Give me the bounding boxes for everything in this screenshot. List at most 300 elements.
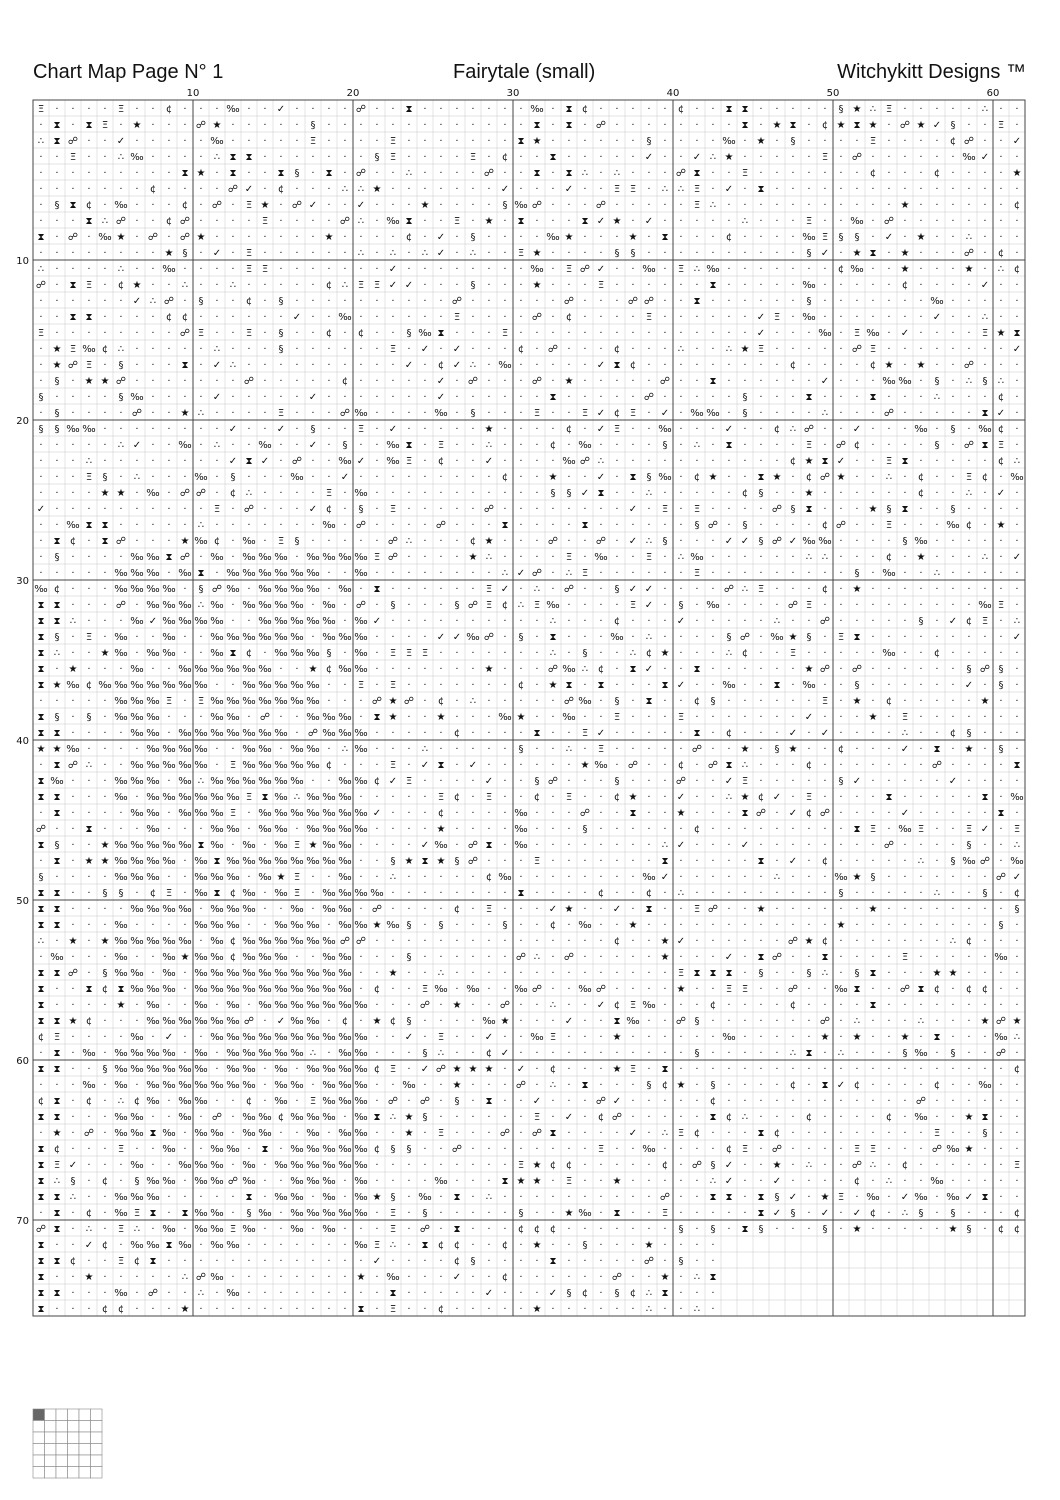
chart-cell: ‰ bbox=[210, 984, 224, 995]
chart-cell: ¢ bbox=[997, 248, 1005, 259]
chart-cell: ☍ bbox=[835, 440, 847, 451]
chart-cell: § bbox=[406, 328, 412, 339]
chart-cell: · bbox=[663, 1112, 667, 1123]
chart-cell: · bbox=[663, 600, 667, 611]
chart-cell: ‰ bbox=[306, 760, 320, 771]
chart-cell: ‰ bbox=[658, 472, 672, 483]
chart-cell: · bbox=[967, 344, 971, 355]
chart-cell: · bbox=[935, 616, 939, 627]
chart-cell: · bbox=[471, 200, 475, 211]
chart-cell: ‰ bbox=[194, 792, 208, 803]
chart-cell: ✓ bbox=[724, 536, 734, 547]
chart-cell: ⧗ bbox=[709, 1112, 717, 1123]
chart-cell: ☍ bbox=[627, 296, 639, 307]
chart-cell: · bbox=[487, 136, 491, 147]
chart-cell: · bbox=[87, 872, 91, 883]
chart-cell: · bbox=[855, 952, 859, 963]
chart-cell: · bbox=[263, 472, 267, 483]
chart-cell: · bbox=[695, 312, 699, 323]
chart-cell: · bbox=[679, 1000, 683, 1011]
chart-cell: ⧗ bbox=[613, 1016, 621, 1027]
chart-cell: · bbox=[743, 184, 747, 195]
chart-cell: · bbox=[503, 312, 507, 323]
chart-cell: · bbox=[727, 696, 731, 707]
chart-cell: ☍ bbox=[627, 760, 639, 771]
chart-cell: · bbox=[87, 104, 91, 115]
chart-cell: · bbox=[583, 200, 587, 211]
chart-cell: ∴ bbox=[37, 136, 45, 147]
chart-cell: ⧗ bbox=[53, 1112, 61, 1123]
chart-cell: ☍ bbox=[851, 344, 863, 355]
chart-cell: · bbox=[903, 296, 907, 307]
chart-cell: § bbox=[806, 248, 812, 259]
chart-cell: ‰ bbox=[210, 696, 224, 707]
chart-cell: ‰ bbox=[514, 840, 528, 851]
chart-cell: · bbox=[471, 216, 475, 227]
chart-cell: · bbox=[343, 680, 347, 691]
chart-cell: · bbox=[455, 424, 459, 435]
chart-cell: · bbox=[55, 184, 59, 195]
chart-cell: · bbox=[647, 856, 651, 867]
chart-cell: · bbox=[391, 824, 395, 835]
chart-cell: ‰ bbox=[226, 968, 240, 979]
chart-cell: · bbox=[615, 808, 619, 819]
chart-cell: · bbox=[999, 856, 1003, 867]
chart-cell: ∴ bbox=[341, 184, 349, 195]
chart-cell: · bbox=[999, 648, 1003, 659]
chart-cell: ⧗ bbox=[565, 168, 573, 179]
chart-cell: ★ bbox=[180, 1304, 190, 1315]
chart-cell: · bbox=[903, 1144, 907, 1155]
chart-cell: ¢ bbox=[805, 760, 813, 771]
chart-cell: · bbox=[471, 1304, 475, 1315]
chart-cell: · bbox=[951, 392, 955, 403]
chart-cell: · bbox=[711, 168, 715, 179]
chart-cell: · bbox=[887, 312, 891, 323]
chart-cell: ∴ bbox=[597, 456, 605, 467]
chart-cell: · bbox=[903, 648, 907, 659]
chart-cell: · bbox=[343, 488, 347, 499]
chart-cell: · bbox=[167, 1160, 171, 1171]
chart-cell: Ξ bbox=[661, 504, 669, 515]
chart-cell: · bbox=[183, 1032, 187, 1043]
chart-cell: Ξ bbox=[229, 760, 237, 771]
chart-cell: · bbox=[951, 1080, 955, 1091]
chart-cell: · bbox=[951, 984, 955, 995]
chart-cell: ‰ bbox=[706, 264, 720, 275]
chart-cell: · bbox=[711, 680, 715, 691]
page-map-cell bbox=[91, 1432, 103, 1444]
chart-cell: ‰ bbox=[818, 536, 832, 547]
chart-cell: · bbox=[263, 1192, 267, 1203]
chart-cell: · bbox=[583, 280, 587, 291]
chart-cell: ★ bbox=[564, 376, 574, 387]
chart-cell: ¢ bbox=[517, 344, 525, 355]
chart-cell: · bbox=[103, 952, 107, 963]
chart-cell: · bbox=[983, 216, 987, 227]
chart-cell: ⧗ bbox=[53, 1192, 61, 1203]
chart-cell: · bbox=[487, 264, 491, 275]
chart-cell: § bbox=[854, 680, 860, 691]
chart-cell: · bbox=[87, 952, 91, 963]
chart-cell: § bbox=[646, 136, 652, 147]
chart-cell: · bbox=[519, 1240, 523, 1251]
chart-cell: § bbox=[998, 680, 1004, 691]
chart-cell: ⧗ bbox=[757, 1208, 765, 1219]
chart-cell: · bbox=[775, 104, 779, 115]
chart-cell: Ξ bbox=[1013, 824, 1021, 835]
chart-cell: · bbox=[903, 1176, 907, 1187]
chart-cell: · bbox=[807, 328, 811, 339]
chart-cell: ‰ bbox=[194, 1160, 208, 1171]
chart-cell: ‰ bbox=[210, 936, 224, 947]
chart-cell: Ξ bbox=[421, 648, 429, 659]
chart-cell: · bbox=[327, 392, 331, 403]
chart-cell: · bbox=[439, 952, 443, 963]
chart-cell: · bbox=[951, 200, 955, 211]
chart-cell: ‰ bbox=[338, 888, 352, 899]
chart-cell: · bbox=[439, 600, 443, 611]
chart-cell: · bbox=[151, 312, 155, 323]
chart-cell: § bbox=[758, 536, 764, 547]
chart-cell: · bbox=[967, 200, 971, 211]
chart-cell: · bbox=[631, 824, 635, 835]
chart-cell: · bbox=[663, 696, 667, 707]
chart-cell: ‰ bbox=[370, 888, 384, 899]
chart-cell: · bbox=[183, 1288, 187, 1299]
chart-cell: ✓ bbox=[436, 376, 446, 387]
chart-cell: · bbox=[919, 712, 923, 723]
chart-cell: · bbox=[183, 872, 187, 883]
chart-cell: · bbox=[599, 616, 603, 627]
chart-cell: · bbox=[727, 120, 731, 131]
chart-cell: ¢ bbox=[725, 1112, 733, 1123]
chart-cell: ⧗ bbox=[853, 984, 861, 995]
chart-cell: · bbox=[759, 920, 763, 931]
chart-cell: · bbox=[599, 1160, 603, 1171]
chart-cell: · bbox=[135, 792, 139, 803]
chart-cell: · bbox=[1015, 312, 1019, 323]
chart-cell: · bbox=[951, 1064, 955, 1075]
chart-cell: ¢ bbox=[133, 1096, 141, 1107]
chart-cell: · bbox=[343, 248, 347, 259]
chart-cell: · bbox=[103, 248, 107, 259]
chart-cell: · bbox=[583, 792, 587, 803]
chart-cell: · bbox=[663, 616, 667, 627]
chart-cell: · bbox=[823, 904, 827, 915]
chart-cell: · bbox=[295, 1288, 299, 1299]
chart-cell: · bbox=[535, 712, 539, 723]
chart-cell: ‰ bbox=[82, 1080, 96, 1091]
chart-cell: · bbox=[407, 1064, 411, 1075]
chart-cell: · bbox=[631, 1144, 635, 1155]
chart-cell: ‰ bbox=[242, 776, 256, 787]
chart-cell: · bbox=[55, 312, 59, 323]
chart-cell: ‰ bbox=[290, 1144, 304, 1155]
chart-cell: · bbox=[935, 280, 939, 291]
chart-cell: ‰ bbox=[242, 936, 256, 947]
chart-cell: · bbox=[599, 1032, 603, 1043]
chart-cell: · bbox=[231, 248, 235, 259]
chart-cell: Ξ bbox=[245, 328, 253, 339]
chart-cell: ‰ bbox=[338, 776, 352, 787]
chart-cell: · bbox=[423, 616, 427, 627]
chart-cell: ∴ bbox=[469, 360, 477, 371]
chart-cell: · bbox=[663, 280, 667, 291]
chart-cell: ‰ bbox=[210, 1240, 224, 1251]
chart-cell: · bbox=[311, 1272, 315, 1283]
chart-cell: · bbox=[535, 456, 539, 467]
chart-cell: · bbox=[999, 696, 1003, 707]
chart-cell: · bbox=[919, 408, 923, 419]
chart-cell: · bbox=[855, 728, 859, 739]
chart-cell: · bbox=[711, 920, 715, 931]
chart-cell: ‰ bbox=[386, 440, 400, 451]
chart-cell: · bbox=[87, 728, 91, 739]
chart-cell: · bbox=[327, 920, 331, 931]
chart-cell: · bbox=[583, 1112, 587, 1123]
chart-cell: · bbox=[407, 664, 411, 675]
chart-cell: · bbox=[903, 184, 907, 195]
chart-cell: ‰ bbox=[226, 632, 240, 643]
chart-cell: ‰ bbox=[290, 1160, 304, 1171]
chart-cell: · bbox=[103, 776, 107, 787]
chart-cell: ☍ bbox=[435, 520, 447, 531]
chart-cell: · bbox=[343, 1288, 347, 1299]
chart-cell: · bbox=[647, 808, 651, 819]
chart-cell: · bbox=[407, 552, 411, 563]
chart-cell: ⧗ bbox=[437, 328, 445, 339]
chart-cell: ☍ bbox=[179, 216, 191, 227]
chart-cell: ‰ bbox=[914, 1112, 928, 1123]
chart-cell: · bbox=[599, 952, 603, 963]
chart-cell: ‰ bbox=[210, 792, 224, 803]
chart-cell: · bbox=[439, 744, 443, 755]
chart-cell: · bbox=[647, 232, 651, 243]
chart-cell: ‰ bbox=[162, 1080, 176, 1091]
chart-cell: ∴ bbox=[661, 840, 669, 851]
chart-cell: · bbox=[919, 568, 923, 579]
chart-cell: Ξ bbox=[437, 1128, 445, 1139]
chart-cell: · bbox=[775, 808, 779, 819]
chart-cell: · bbox=[359, 152, 363, 163]
chart-cell: ‰ bbox=[130, 904, 144, 915]
chart-cell: · bbox=[119, 808, 123, 819]
chart-cell: ★ bbox=[36, 744, 46, 755]
chart-cell: · bbox=[1015, 808, 1019, 819]
chart-cell: ‰ bbox=[338, 1096, 352, 1107]
chart-cell: · bbox=[87, 1256, 91, 1267]
chart-cell: ∴ bbox=[837, 1048, 845, 1059]
chart-cell: ‰ bbox=[242, 552, 256, 563]
chart-cell: · bbox=[871, 888, 875, 899]
chart-cell: ⧗ bbox=[565, 120, 573, 131]
chart-cell: ‰ bbox=[66, 520, 80, 531]
chart-cell: · bbox=[935, 904, 939, 915]
chart-cell: · bbox=[711, 936, 715, 947]
chart-cell: · bbox=[951, 104, 955, 115]
chart-cell: · bbox=[103, 1288, 107, 1299]
chart-cell: · bbox=[791, 616, 795, 627]
chart-cell: · bbox=[919, 760, 923, 771]
chart-cell: · bbox=[567, 1032, 571, 1043]
chart-cell: · bbox=[455, 376, 459, 387]
chart-cell: ‰ bbox=[114, 1064, 128, 1075]
chart-cell: · bbox=[487, 920, 491, 931]
chart-cell: · bbox=[679, 1096, 683, 1107]
chart-cell: · bbox=[519, 856, 523, 867]
chart-cell: · bbox=[391, 1032, 395, 1043]
chart-cell: · bbox=[855, 536, 859, 547]
chart-cell: · bbox=[903, 632, 907, 643]
chart-cell: · bbox=[887, 1192, 891, 1203]
chart-cell: · bbox=[615, 440, 619, 451]
chart-cell: · bbox=[647, 120, 651, 131]
chart-cell: · bbox=[103, 792, 107, 803]
chart-cell: ‰ bbox=[274, 1064, 288, 1075]
chart-cell: · bbox=[551, 584, 555, 595]
chart-cell: Ξ bbox=[133, 1208, 141, 1219]
chart-cell: ‰ bbox=[354, 568, 368, 579]
chart-cell: ‰ bbox=[178, 776, 192, 787]
chart-cell: · bbox=[999, 552, 1003, 563]
chart-cell: · bbox=[263, 648, 267, 659]
chart-cell: · bbox=[791, 840, 795, 851]
chart-cell: ¢ bbox=[101, 984, 109, 995]
chart-cell: · bbox=[807, 136, 811, 147]
chart-cell: · bbox=[55, 936, 59, 947]
chart-cell: · bbox=[151, 520, 155, 531]
chart-cell: · bbox=[823, 984, 827, 995]
chart-cell: ☍ bbox=[883, 408, 895, 419]
chart-cell: ⧗ bbox=[37, 1256, 45, 1267]
chart-cell: ⧗ bbox=[69, 200, 77, 211]
chart-cell: · bbox=[967, 760, 971, 771]
chart-cell: · bbox=[743, 696, 747, 707]
chart-cell: § bbox=[38, 392, 44, 403]
chart-cell: · bbox=[55, 664, 59, 675]
chart-cell: · bbox=[471, 648, 475, 659]
chart-cell: ★ bbox=[628, 232, 638, 243]
chart-cell: ‰ bbox=[274, 616, 288, 627]
chart-cell: · bbox=[919, 248, 923, 259]
chart-cell: · bbox=[327, 472, 331, 483]
chart-cell: Ξ bbox=[997, 120, 1005, 131]
chart-cell: Ξ bbox=[357, 680, 365, 691]
chart-cell: ¢ bbox=[69, 536, 77, 547]
chart-cell: ✓ bbox=[484, 1288, 494, 1299]
chart-cell: · bbox=[87, 392, 91, 403]
chart-cell: · bbox=[855, 1048, 859, 1059]
chart-cell: § bbox=[950, 856, 956, 867]
chart-cell: § bbox=[934, 440, 940, 451]
chart-cell: · bbox=[695, 1288, 699, 1299]
chart-cell: ∴ bbox=[181, 1272, 189, 1283]
chart-cell: · bbox=[311, 248, 315, 259]
chart-cell: ‰ bbox=[274, 1160, 288, 1171]
chart-cell: · bbox=[919, 136, 923, 147]
chart-cell: Ξ bbox=[677, 264, 685, 275]
chart-cell: Ξ bbox=[629, 184, 637, 195]
chart-cell: ∴ bbox=[965, 488, 973, 499]
chart-cell: · bbox=[919, 664, 923, 675]
chart-cell: · bbox=[455, 696, 459, 707]
chart-cell: ‰ bbox=[146, 568, 160, 579]
chart-cell: · bbox=[455, 520, 459, 531]
chart-cell: · bbox=[871, 632, 875, 643]
chart-cell: ✓ bbox=[468, 760, 478, 771]
chart-cell: ¢ bbox=[117, 1304, 125, 1315]
chart-cell: ‰ bbox=[226, 712, 240, 723]
chart-cell: · bbox=[407, 408, 411, 419]
chart-cell: · bbox=[295, 248, 299, 259]
chart-cell: ¢ bbox=[757, 792, 765, 803]
chart-cell: · bbox=[967, 1032, 971, 1043]
chart-cell: ✓ bbox=[996, 408, 1006, 419]
chart-cell: ¢ bbox=[581, 104, 589, 115]
chart-cell: ‰ bbox=[210, 1080, 224, 1091]
chart-cell: · bbox=[375, 168, 379, 179]
chart-cell: ‰ bbox=[386, 216, 400, 227]
chart-cell: · bbox=[55, 568, 59, 579]
chart-cell: ‰ bbox=[130, 776, 144, 787]
chart-cell: ‰ bbox=[194, 856, 208, 867]
chart-cell: · bbox=[487, 1000, 491, 1011]
chart-cell: ☍ bbox=[819, 664, 831, 675]
chart-cell: ‰ bbox=[402, 1080, 416, 1091]
chart-cell: · bbox=[599, 1192, 603, 1203]
chart-cell: · bbox=[935, 632, 939, 643]
chart-cell: · bbox=[631, 1272, 635, 1283]
chart-cell: ‰ bbox=[178, 840, 192, 851]
chart-cell: · bbox=[1015, 360, 1019, 371]
chart-cell: ☍ bbox=[579, 264, 591, 275]
chart-cell: · bbox=[983, 968, 987, 979]
chart-cell: · bbox=[999, 104, 1003, 115]
chart-cell: · bbox=[519, 152, 523, 163]
chart-cell: · bbox=[503, 168, 507, 179]
chart-cell: · bbox=[807, 200, 811, 211]
chart-cell: · bbox=[599, 1176, 603, 1187]
chart-cell: ☍ bbox=[531, 984, 543, 995]
chart-cell: · bbox=[903, 936, 907, 947]
chart-cell: ★ bbox=[980, 696, 990, 707]
chart-cell: · bbox=[503, 504, 507, 515]
chart-cell: ⧗ bbox=[709, 968, 717, 979]
chart-cell: · bbox=[1015, 584, 1019, 595]
chart-cell: · bbox=[247, 824, 251, 835]
chart-cell: § bbox=[710, 1080, 716, 1091]
chart-cell: § bbox=[566, 488, 572, 499]
chart-cell: · bbox=[71, 1304, 75, 1315]
chart-cell: · bbox=[327, 584, 331, 595]
chart-cell: ¢ bbox=[629, 1288, 637, 1299]
chart-cell: ✓ bbox=[660, 408, 670, 419]
chart-cell: ‰ bbox=[386, 1272, 400, 1283]
chart-cell: · bbox=[71, 296, 75, 307]
chart-cell: · bbox=[887, 760, 891, 771]
chart-cell: ✓ bbox=[820, 248, 830, 259]
chart-cell: · bbox=[151, 200, 155, 211]
chart-cell: · bbox=[215, 328, 219, 339]
chart-cell: ⧗ bbox=[981, 1192, 989, 1203]
chart-cell: ¢ bbox=[101, 1240, 109, 1251]
chart-cell: ‰ bbox=[178, 1112, 192, 1123]
chart-cell: · bbox=[343, 1112, 347, 1123]
chart-cell: ¢ bbox=[869, 1208, 877, 1219]
chart-cell: ☍ bbox=[499, 1128, 511, 1139]
chart-cell: · bbox=[103, 632, 107, 643]
